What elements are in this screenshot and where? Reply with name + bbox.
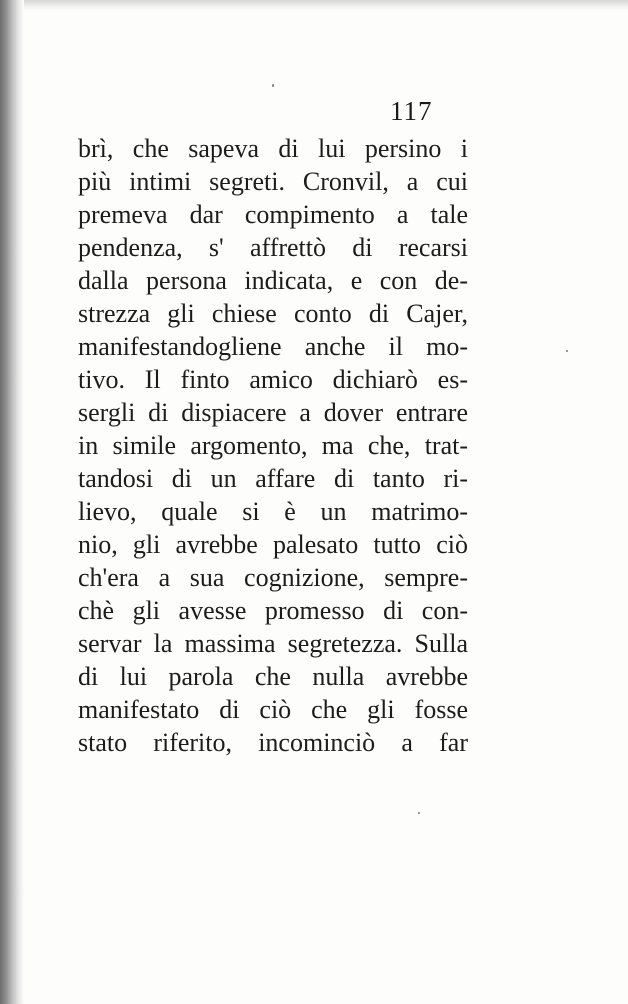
text-line: dalla persona indicata, e con de- (78, 266, 468, 295)
text-line: manifestato di ciò che gli fosse (78, 695, 468, 724)
text-line: ch'era a sua cognizione, sempre- (78, 563, 468, 592)
paper-speck (566, 350, 568, 352)
text-line: tivo. Il finto amico dichiarò es- (78, 365, 468, 394)
text-line: sergli di dispiacere a dover entrare (78, 398, 468, 427)
page-top-edge (24, 0, 628, 10)
text-line: manifestandogliene anche il mo- (78, 332, 468, 361)
paper-speck (418, 812, 420, 814)
text-line: nio, gli avrebbe palesato tutto ciò (78, 530, 468, 559)
text-line: stato riferito, incominciò a far (78, 728, 468, 757)
body-text (78, 132, 468, 759)
text-line: brì, che sapeva di lui persino i (78, 134, 468, 163)
text-line: di lui parola che nulla avrebbe (78, 662, 468, 691)
text-line: tandosi di un affare di tanto ri- (78, 464, 468, 493)
text-line: chè gli avesse promesso di con- (78, 596, 468, 625)
page-number: 117 (390, 96, 433, 126)
text-line: più intimi segreti. Cronvil, a cui (78, 167, 468, 196)
text-line: premeva dar compimento a tale (78, 200, 468, 229)
text-line: in simile argomento, ma che, trat- (78, 431, 468, 460)
text-line: lievo, quale si è un matrimo- (78, 497, 468, 526)
binding-gutter (0, 0, 24, 1004)
paper-speck (272, 84, 274, 87)
text-line: servar la massima segretezza. Sulla (78, 629, 468, 658)
text-line: pendenza, s' affrettò di recarsi (78, 233, 468, 262)
text-line: strezza gli chiese conto di Cajer, (78, 299, 468, 328)
